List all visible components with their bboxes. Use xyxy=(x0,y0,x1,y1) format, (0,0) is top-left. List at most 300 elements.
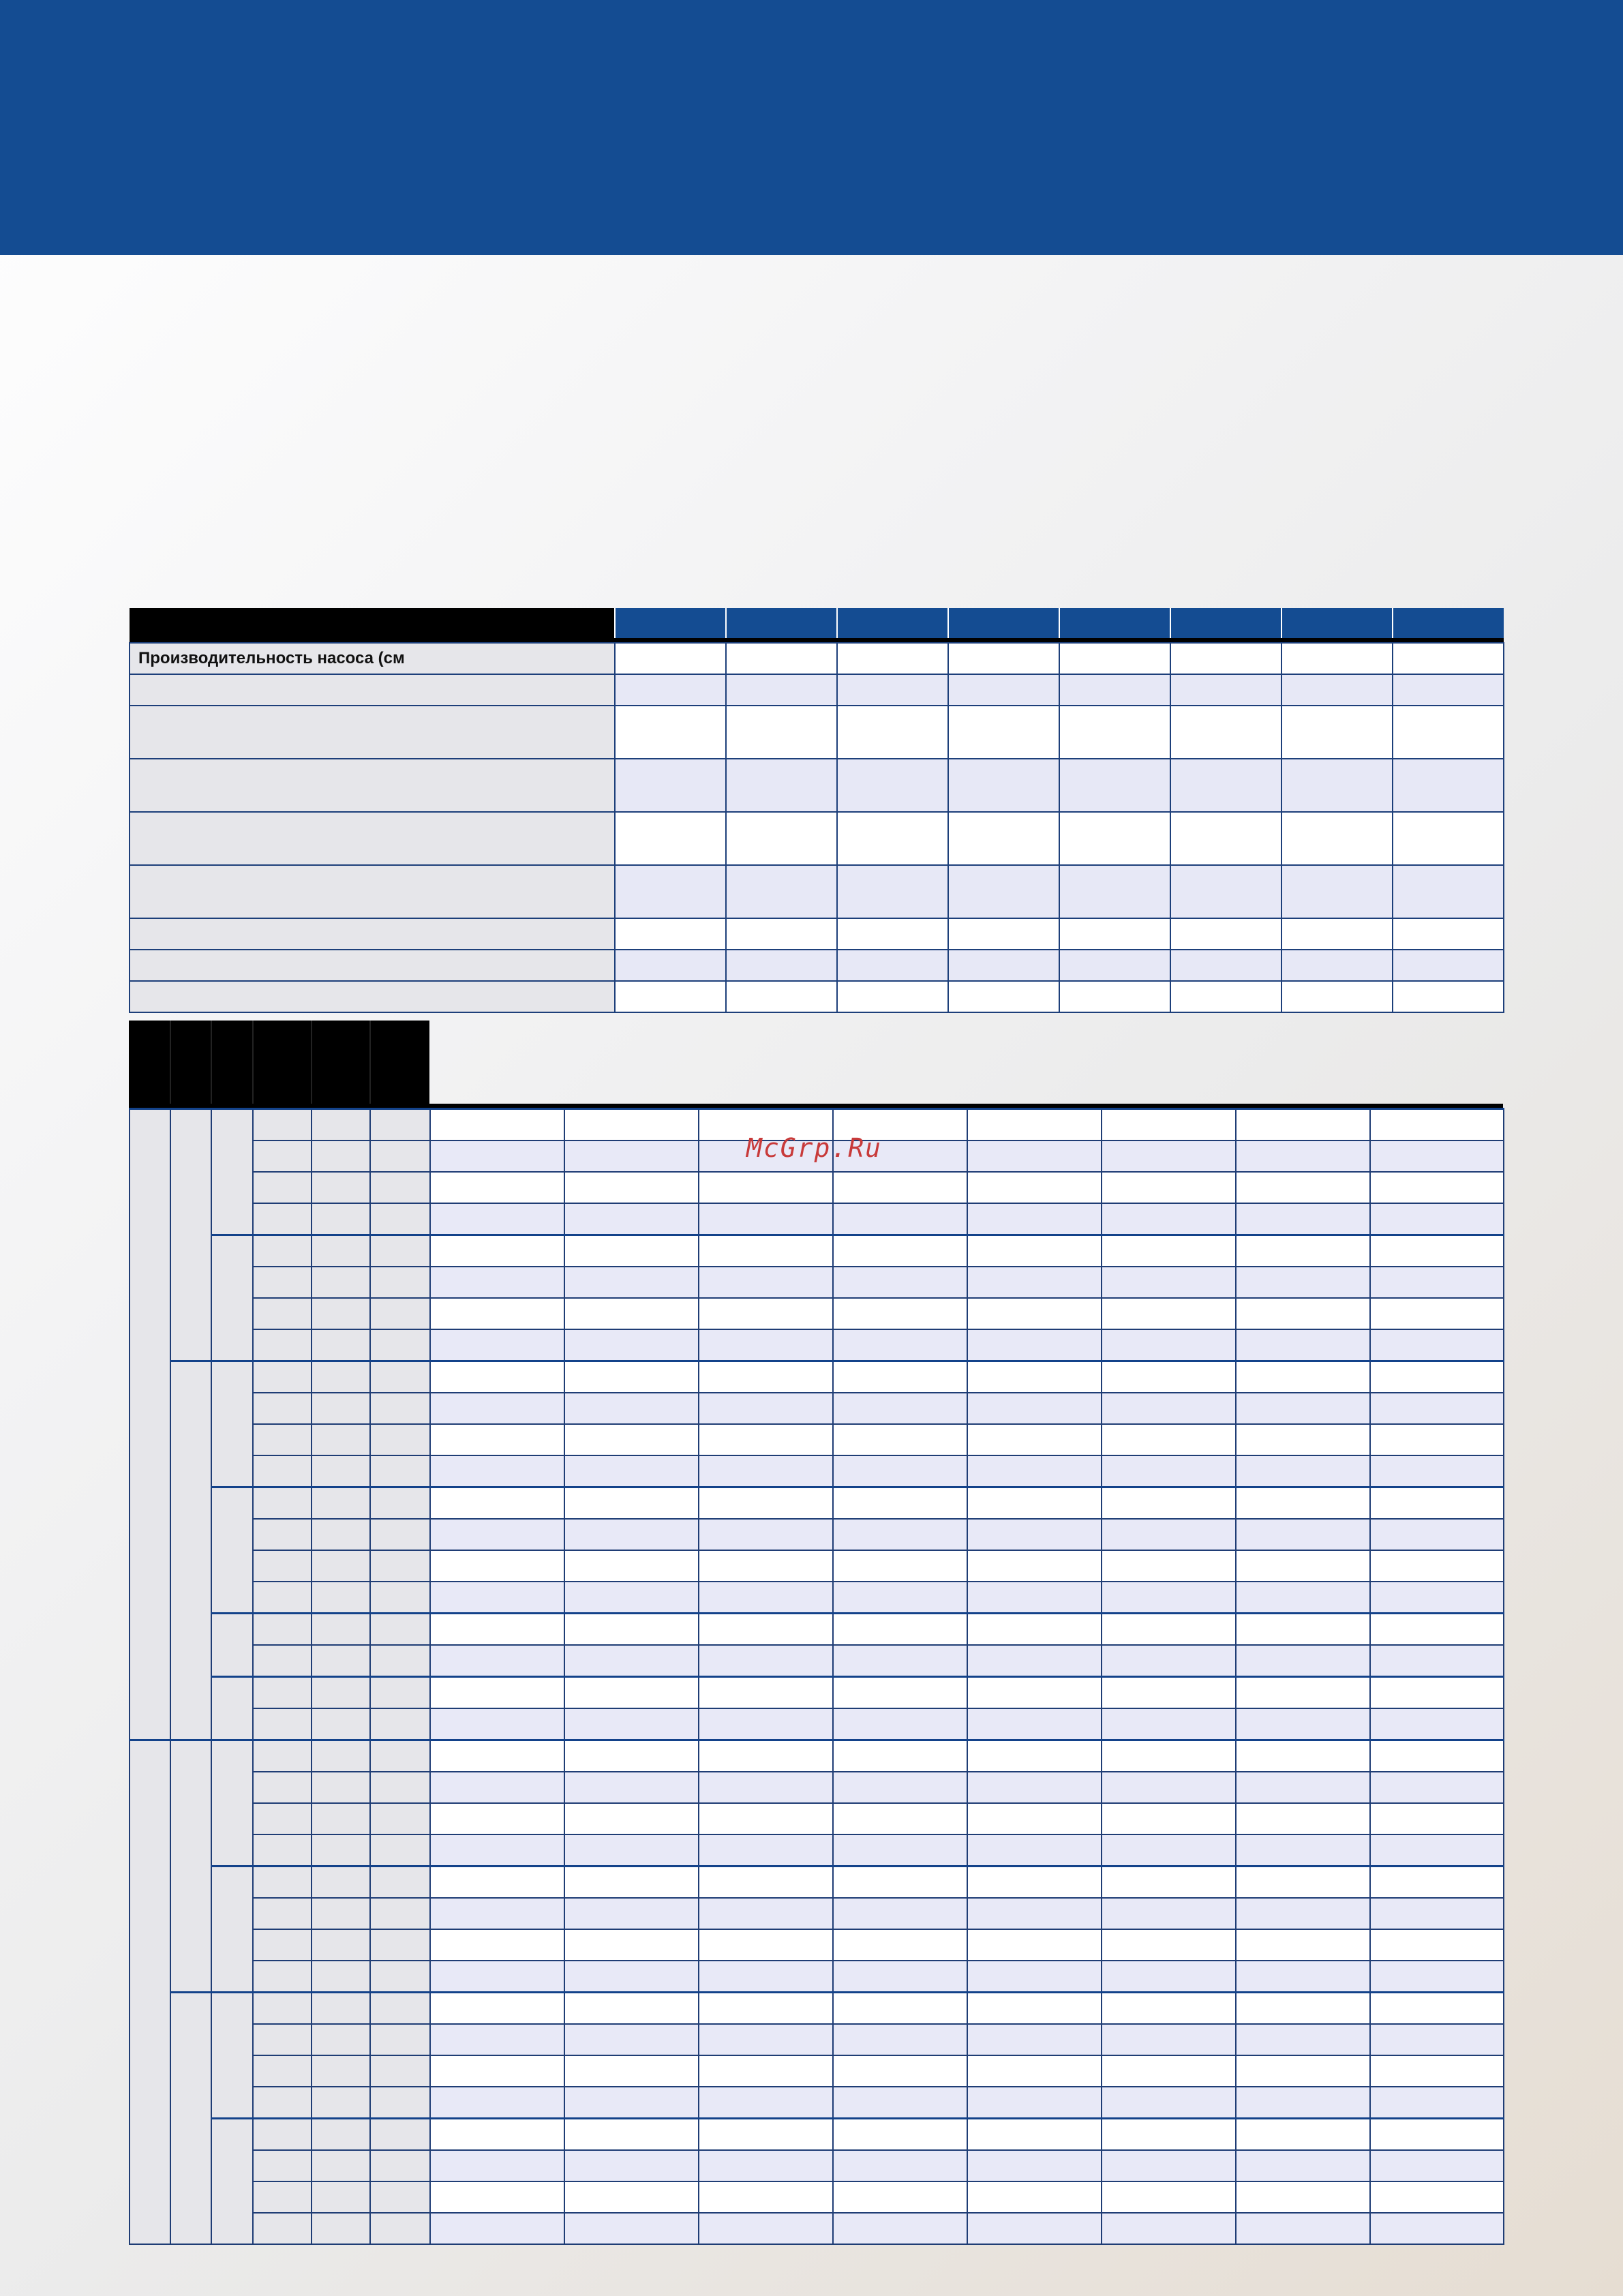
param-cell xyxy=(370,1203,430,1235)
param-cell xyxy=(312,2150,370,2181)
spec-cell xyxy=(1170,674,1281,706)
value-cell xyxy=(1236,1645,1370,1677)
spec-header-label-cell xyxy=(130,608,615,638)
value-cell xyxy=(430,1109,564,1141)
config-row xyxy=(130,1740,1504,1772)
param-cell xyxy=(312,1455,370,1487)
value-cell xyxy=(1236,1929,1370,1961)
value-cell xyxy=(967,1834,1102,1867)
value-cell xyxy=(1236,1677,1370,1709)
value-cell xyxy=(430,1519,564,1550)
param-cell xyxy=(312,1803,370,1834)
param-cell xyxy=(312,1961,370,1993)
value-cell xyxy=(967,1487,1102,1520)
spec-cell xyxy=(948,759,1059,812)
param-cell xyxy=(312,1582,370,1614)
value-cell xyxy=(1102,1708,1236,1740)
value-cell xyxy=(430,2087,564,2119)
value-cell xyxy=(699,1834,833,1867)
spec-cell xyxy=(615,918,726,950)
param-cell xyxy=(253,2055,312,2087)
config-row xyxy=(130,1361,1504,1393)
group-cell-level3 xyxy=(211,2119,253,2245)
value-cell xyxy=(699,1267,833,1298)
value-cell xyxy=(699,1455,833,1487)
value-cell xyxy=(967,1961,1102,1993)
spec-cell xyxy=(1170,812,1281,865)
spec-row xyxy=(130,981,1504,1012)
value-cell xyxy=(1236,1203,1370,1235)
value-cell xyxy=(1102,1393,1236,1424)
param-cell xyxy=(253,1614,312,1646)
value-cell xyxy=(1370,2181,1504,2213)
config-row xyxy=(130,1929,1504,1961)
spec-cell xyxy=(837,865,948,918)
value-cell xyxy=(1102,1329,1236,1361)
value-cell xyxy=(564,1298,699,1329)
value-cell xyxy=(1102,1550,1236,1582)
value-cell xyxy=(564,2087,699,2119)
param-cell xyxy=(312,2087,370,2119)
value-cell xyxy=(967,2181,1102,2213)
value-cell xyxy=(430,2119,564,2151)
value-cell xyxy=(1102,1614,1236,1646)
param-cell xyxy=(312,1550,370,1582)
spec-cell xyxy=(837,918,948,950)
value-cell xyxy=(967,1772,1102,1803)
param-cell xyxy=(253,1141,312,1172)
value-cell xyxy=(1236,2119,1370,2151)
param-cell xyxy=(312,1898,370,1929)
value-cell xyxy=(833,1455,967,1487)
config-row xyxy=(130,1329,1504,1361)
spec-row-label xyxy=(130,674,615,706)
spec-header-model-cell xyxy=(948,608,1059,638)
param-cell xyxy=(312,2119,370,2151)
value-cell xyxy=(967,1993,1102,2025)
config-table-body xyxy=(130,1109,1504,2245)
value-cell xyxy=(1236,1867,1370,1899)
value-cell xyxy=(430,1329,564,1361)
value-cell xyxy=(699,1898,833,1929)
spec-cell xyxy=(837,674,948,706)
value-cell xyxy=(699,1772,833,1803)
value-cell xyxy=(1370,1772,1504,1803)
value-cell xyxy=(1102,1582,1236,1614)
value-cell xyxy=(833,1740,967,1772)
value-cell xyxy=(1236,1614,1370,1646)
param-cell xyxy=(253,1203,312,1235)
value-cell xyxy=(1370,1109,1504,1141)
value-cell xyxy=(1370,1582,1504,1614)
value-cell xyxy=(1236,2150,1370,2181)
spec-row-label xyxy=(130,812,615,865)
config-row xyxy=(130,2055,1504,2087)
param-cell xyxy=(370,2087,430,2119)
value-cell xyxy=(564,1614,699,1646)
value-cell xyxy=(1370,1424,1504,1455)
spec-cell xyxy=(1170,706,1281,759)
param-cell xyxy=(253,1993,312,2025)
value-cell xyxy=(564,1740,699,1772)
config-row xyxy=(130,1267,1504,1298)
config-row xyxy=(130,1867,1504,1899)
spec-cell xyxy=(1170,865,1281,918)
value-cell xyxy=(833,1298,967,1329)
param-cell xyxy=(312,1645,370,1677)
value-cell xyxy=(1370,1267,1504,1298)
spec-row xyxy=(130,950,1504,981)
config-row xyxy=(130,1993,1504,2025)
config-row xyxy=(130,2024,1504,2055)
value-cell xyxy=(967,1519,1102,1550)
value-cell xyxy=(967,1898,1102,1929)
value-cell xyxy=(564,2150,699,2181)
config-row xyxy=(130,1455,1504,1487)
value-cell xyxy=(564,1519,699,1550)
value-cell xyxy=(430,1424,564,1455)
value-cell xyxy=(1370,1708,1504,1740)
value-cell xyxy=(699,2150,833,2181)
value-cell xyxy=(967,2213,1102,2244)
value-cell xyxy=(1102,2119,1236,2151)
param-cell xyxy=(370,1487,430,1520)
group-cell-level3 xyxy=(211,1361,253,1487)
spec-header-model-cell xyxy=(837,608,948,638)
value-cell xyxy=(699,1519,833,1550)
value-cell xyxy=(967,1329,1102,1361)
spec-row xyxy=(130,706,1504,759)
param-cell xyxy=(253,1898,312,1929)
value-cell xyxy=(1370,1550,1504,1582)
value-cell xyxy=(430,1487,564,1520)
value-cell xyxy=(967,2024,1102,2055)
value-cell xyxy=(1370,1961,1504,1993)
value-cell xyxy=(1370,2087,1504,2119)
spec-cell xyxy=(1281,865,1393,918)
value-cell xyxy=(430,2181,564,2213)
value-cell xyxy=(699,1329,833,1361)
value-cell xyxy=(1370,1803,1504,1834)
param-cell xyxy=(312,1708,370,1740)
value-cell xyxy=(967,1141,1102,1172)
value-cell xyxy=(1102,1834,1236,1867)
header-divider xyxy=(311,1021,312,1104)
config-row xyxy=(130,1298,1504,1329)
spec-header-model-cell xyxy=(726,608,837,638)
value-cell xyxy=(1370,1645,1504,1677)
param-cell xyxy=(312,2181,370,2213)
value-cell xyxy=(1236,1393,1370,1424)
param-cell xyxy=(312,1487,370,1520)
value-cell xyxy=(564,1172,699,1203)
value-cell xyxy=(1370,1898,1504,1929)
config-row xyxy=(130,1645,1504,1677)
spec-cell xyxy=(726,759,837,812)
value-cell xyxy=(1370,1329,1504,1361)
param-cell xyxy=(370,1298,430,1329)
spec-header-model-cell xyxy=(1059,608,1170,638)
value-cell xyxy=(430,1929,564,1961)
value-cell xyxy=(430,1740,564,1772)
param-cell xyxy=(370,1361,430,1393)
spec-cell xyxy=(837,759,948,812)
spec-cell xyxy=(615,759,726,812)
value-cell xyxy=(1102,1898,1236,1929)
config-row xyxy=(130,1677,1504,1709)
param-cell xyxy=(312,2024,370,2055)
group-cell-level2 xyxy=(170,1361,211,1740)
header-divider xyxy=(170,1021,171,1104)
value-cell xyxy=(1102,1740,1236,1772)
spec-cell xyxy=(948,981,1059,1012)
spec-cell xyxy=(1281,674,1393,706)
value-cell xyxy=(1370,1834,1504,1867)
value-cell xyxy=(564,1393,699,1424)
param-cell xyxy=(370,1455,430,1487)
spec-cell xyxy=(615,950,726,981)
value-cell xyxy=(967,2119,1102,2151)
value-cell xyxy=(430,1235,564,1267)
value-cell xyxy=(1236,1582,1370,1614)
value-cell xyxy=(1236,2181,1370,2213)
value-cell xyxy=(1102,2087,1236,2119)
param-cell xyxy=(312,2213,370,2244)
param-cell xyxy=(253,1455,312,1487)
value-cell xyxy=(1102,1867,1236,1899)
param-cell xyxy=(370,1329,430,1361)
value-cell xyxy=(1102,2213,1236,2244)
param-cell xyxy=(253,1172,312,1203)
value-cell xyxy=(1236,1329,1370,1361)
param-cell xyxy=(312,1424,370,1455)
value-cell xyxy=(699,1582,833,1614)
spec-cell xyxy=(726,706,837,759)
value-cell xyxy=(564,1961,699,1993)
value-cell xyxy=(833,2055,967,2087)
param-cell xyxy=(370,1645,430,1677)
value-cell xyxy=(833,1550,967,1582)
value-cell xyxy=(1370,1298,1504,1329)
value-cell xyxy=(1236,2087,1370,2119)
spec-cell xyxy=(726,865,837,918)
spec-cell xyxy=(1281,643,1393,674)
value-cell xyxy=(1102,1645,1236,1677)
spec-header-model-cell xyxy=(615,608,726,638)
spec-cell xyxy=(726,950,837,981)
value-cell xyxy=(430,1803,564,1834)
spec-row-label xyxy=(130,950,615,981)
param-cell xyxy=(253,2087,312,2119)
param-cell xyxy=(253,1677,312,1709)
value-cell xyxy=(1102,1487,1236,1520)
group-cell-level2 xyxy=(170,1993,211,2245)
value-cell xyxy=(1236,1550,1370,1582)
spec-cell xyxy=(1393,674,1504,706)
config-row xyxy=(130,1235,1504,1267)
value-cell xyxy=(699,2181,833,2213)
group-cell-level3 xyxy=(211,1740,253,1867)
value-cell xyxy=(967,1455,1102,1487)
value-cell xyxy=(833,1424,967,1455)
value-cell xyxy=(1370,1487,1504,1520)
spec-cell xyxy=(1059,981,1170,1012)
value-cell xyxy=(430,1298,564,1329)
param-cell xyxy=(370,1867,430,1899)
param-cell xyxy=(312,1298,370,1329)
value-cell xyxy=(430,1898,564,1929)
param-cell xyxy=(312,1614,370,1646)
param-cell xyxy=(370,1772,430,1803)
header-divider xyxy=(252,1021,254,1104)
config-row xyxy=(130,1803,1504,1834)
config-row xyxy=(130,1550,1504,1582)
config-row xyxy=(130,1393,1504,1424)
spec-row xyxy=(130,865,1504,918)
value-cell xyxy=(564,1582,699,1614)
value-cell xyxy=(967,1867,1102,1899)
spec-cell xyxy=(1059,950,1170,981)
group-cell-level2 xyxy=(170,1740,211,1993)
spec-cell xyxy=(837,706,948,759)
value-cell xyxy=(1102,1267,1236,1298)
value-cell xyxy=(1370,1993,1504,2025)
config-row xyxy=(130,1582,1504,1614)
value-cell xyxy=(1370,1172,1504,1203)
value-cell xyxy=(967,2087,1102,2119)
value-cell xyxy=(1102,1141,1236,1172)
value-cell xyxy=(1102,2024,1236,2055)
value-cell xyxy=(967,1109,1102,1141)
param-cell xyxy=(312,1109,370,1141)
value-cell xyxy=(833,1267,967,1298)
config-row xyxy=(130,2150,1504,2181)
spec-header-row xyxy=(130,608,1504,638)
spec-cell xyxy=(948,674,1059,706)
param-cell xyxy=(253,1487,312,1520)
value-cell xyxy=(699,1424,833,1455)
value-cell xyxy=(1370,1235,1504,1267)
value-cell xyxy=(1370,1519,1504,1550)
value-cell xyxy=(967,1424,1102,1455)
param-cell xyxy=(312,1329,370,1361)
param-cell xyxy=(253,2150,312,2181)
value-cell xyxy=(564,2024,699,2055)
value-cell xyxy=(430,1772,564,1803)
value-cell xyxy=(967,2055,1102,2087)
param-cell xyxy=(253,1235,312,1267)
param-cell xyxy=(312,1267,370,1298)
group-cell-level3 xyxy=(211,1867,253,1993)
value-cell xyxy=(699,2055,833,2087)
value-cell xyxy=(1236,1141,1370,1172)
value-cell xyxy=(1370,1614,1504,1646)
group-cell-level3 xyxy=(211,1487,253,1614)
group-cell-level2 xyxy=(170,1109,211,1361)
value-cell xyxy=(430,1267,564,1298)
param-cell xyxy=(253,1393,312,1424)
spec-cell xyxy=(1393,812,1504,865)
param-cell xyxy=(253,1267,312,1298)
param-cell xyxy=(370,2055,430,2087)
value-cell xyxy=(967,1740,1102,1772)
value-cell xyxy=(564,2055,699,2087)
value-cell xyxy=(564,1834,699,1867)
param-cell xyxy=(370,1267,430,1298)
spec-cell xyxy=(837,950,948,981)
config-row xyxy=(130,1424,1504,1455)
value-cell xyxy=(564,1898,699,1929)
spec-cell xyxy=(1393,950,1504,981)
param-cell xyxy=(370,1519,430,1550)
value-cell xyxy=(1370,2119,1504,2151)
value-cell xyxy=(699,1361,833,1393)
spec-cell xyxy=(948,706,1059,759)
value-cell xyxy=(1370,1361,1504,1393)
value-cell xyxy=(1102,1677,1236,1709)
value-cell xyxy=(699,1614,833,1646)
value-cell xyxy=(564,1550,699,1582)
spec-cell xyxy=(948,643,1059,674)
value-cell xyxy=(967,2150,1102,2181)
param-cell xyxy=(253,1582,312,1614)
value-cell xyxy=(564,2119,699,2151)
param-cell xyxy=(253,1867,312,1899)
value-cell xyxy=(430,1455,564,1487)
spec-cell xyxy=(1281,812,1393,865)
value-cell xyxy=(1236,1803,1370,1834)
param-cell xyxy=(370,1172,430,1203)
value-cell xyxy=(833,1329,967,1361)
param-cell xyxy=(370,1993,430,2025)
param-cell xyxy=(312,1772,370,1803)
spec-cell xyxy=(615,981,726,1012)
value-cell xyxy=(833,1172,967,1203)
param-cell xyxy=(370,1929,430,1961)
value-cell xyxy=(1236,1740,1370,1772)
value-cell xyxy=(430,1708,564,1740)
value-cell xyxy=(1236,2055,1370,2087)
spec-cell xyxy=(1059,706,1170,759)
value-cell xyxy=(1102,1455,1236,1487)
value-cell xyxy=(699,1487,833,1520)
spec-cell xyxy=(1393,706,1504,759)
spec-cell xyxy=(1281,759,1393,812)
value-cell xyxy=(1102,1203,1236,1235)
spec-cell xyxy=(1170,759,1281,812)
value-cell xyxy=(833,1582,967,1614)
value-cell xyxy=(564,1424,699,1455)
value-cell xyxy=(564,2213,699,2244)
param-cell xyxy=(253,1645,312,1677)
spec-cell xyxy=(1393,918,1504,950)
value-cell xyxy=(699,2087,833,2119)
value-cell xyxy=(430,1677,564,1709)
param-cell xyxy=(312,1203,370,1235)
group-cell-level1 xyxy=(130,1109,170,1740)
value-cell xyxy=(564,1267,699,1298)
param-cell xyxy=(253,1519,312,1550)
value-cell xyxy=(430,1867,564,1899)
config-row xyxy=(130,1487,1504,1520)
param-cell xyxy=(370,1550,430,1582)
value-cell xyxy=(967,1708,1102,1740)
value-cell xyxy=(430,1993,564,2025)
watermark: McGrp.Ru xyxy=(746,1133,883,1163)
value-cell xyxy=(833,1645,967,1677)
value-cell xyxy=(699,2119,833,2151)
param-cell xyxy=(370,1582,430,1614)
